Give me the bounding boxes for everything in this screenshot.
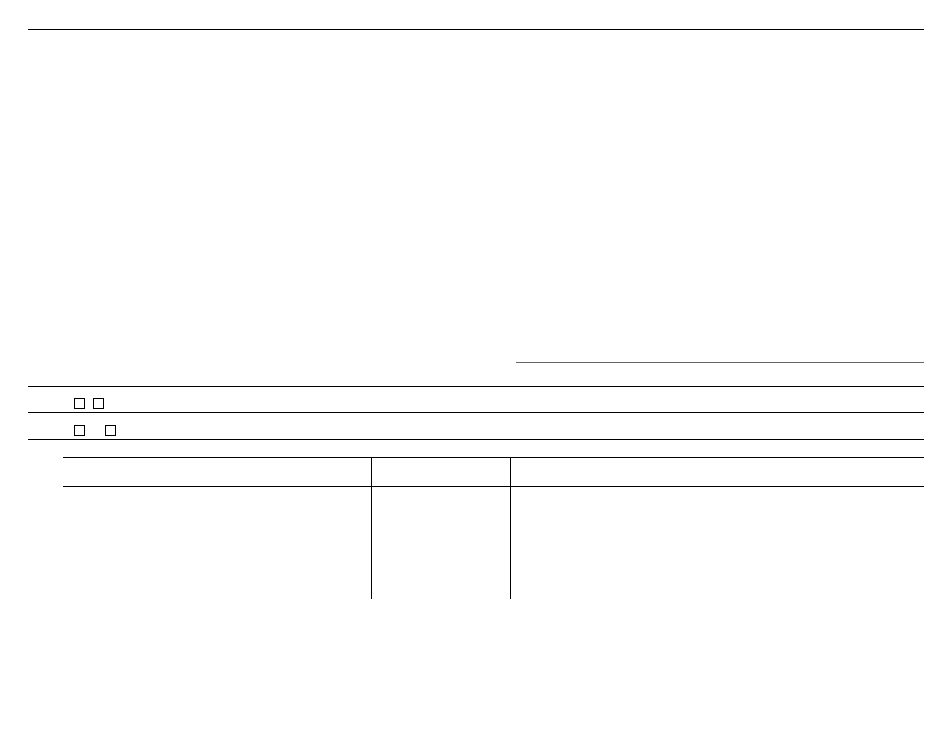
q15-yes-checkbox[interactable] xyxy=(93,398,104,409)
rule-before-15 xyxy=(28,386,924,387)
q15-row xyxy=(68,398,106,411)
q15-no-checkbox[interactable] xyxy=(74,398,85,409)
q17-table-top xyxy=(63,457,924,458)
q16-yes-checkbox[interactable] xyxy=(105,425,116,436)
q16-row xyxy=(68,425,118,438)
q16-no-checkbox[interactable] xyxy=(74,425,85,436)
q15-line xyxy=(28,412,924,413)
q17-table-divider-1 xyxy=(371,457,372,599)
q17-header-bottom xyxy=(63,486,924,487)
q16-line xyxy=(28,439,924,440)
q17-table-divider-2 xyxy=(510,457,511,599)
q14-m-followup-line xyxy=(516,362,924,363)
top-rule xyxy=(28,29,924,30)
